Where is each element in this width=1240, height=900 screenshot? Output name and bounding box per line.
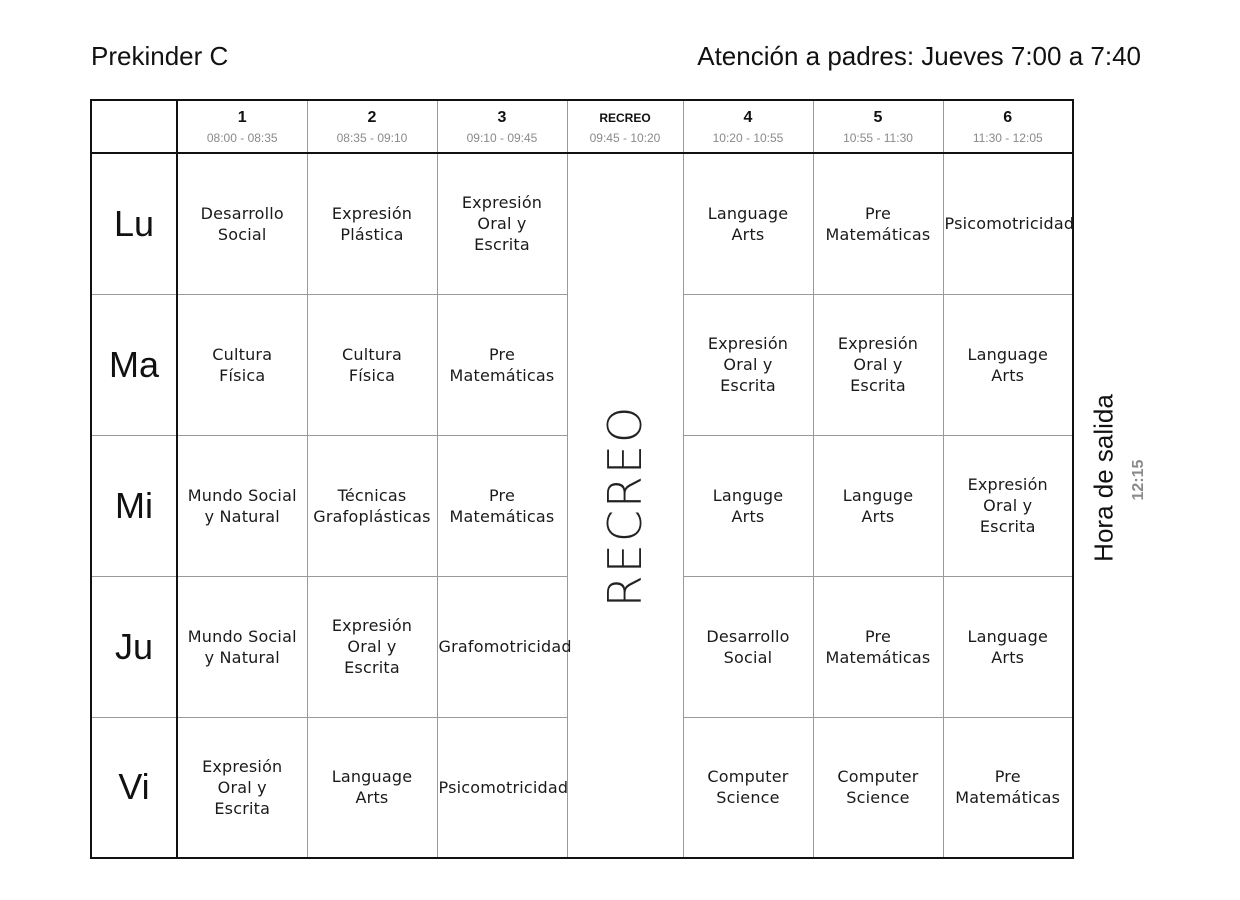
period-time: 09:10 - 09:45 <box>466 131 538 145</box>
class-cell <box>813 294 943 435</box>
class-cell <box>813 717 943 858</box>
class-name: Language Arts <box>707 203 789 244</box>
period-number: 6 <box>1003 109 1013 126</box>
class-cell <box>943 153 1073 294</box>
class-cell <box>813 576 943 717</box>
period-time: 10:55 - 11:30 <box>843 131 913 145</box>
schedule-table <box>90 99 1074 859</box>
period-header-4 <box>683 100 813 153</box>
class-name: Psicomotricidad <box>438 777 569 797</box>
period-number: 4 <box>743 109 753 126</box>
period-number: 2 <box>367 109 377 126</box>
period-number: 1 <box>237 109 247 126</box>
class-name: Pre Matemáticas <box>825 626 931 667</box>
class-name: Cultura Física <box>212 344 273 385</box>
period-header-recreo <box>567 100 683 153</box>
period-number: 5 <box>873 109 883 126</box>
class-name: Cultura Física <box>342 344 402 385</box>
class-name: Computer Science <box>707 767 789 808</box>
class-name: Pre Matemáticas <box>449 485 555 526</box>
class-name: Mundo Social y Natural <box>187 626 297 667</box>
corner-cell <box>91 100 177 153</box>
class-cell <box>813 435 943 576</box>
day-label: Ju <box>91 576 177 717</box>
class-name: Pre Matemáticas <box>955 767 1061 808</box>
period-header-6 <box>943 100 1073 153</box>
day-row-lu <box>91 153 1073 294</box>
recreo-label: RECREO <box>598 404 652 607</box>
day-label: Mi <box>91 435 177 576</box>
class-name: Expresión Plástica <box>331 203 413 244</box>
period-time: 08:35 - 09:10 <box>336 131 408 145</box>
period-number: 3 <box>497 109 507 126</box>
class-cell <box>437 153 567 294</box>
class-name: Expresión Oral y Escrita <box>967 475 1048 536</box>
class-cell <box>307 717 437 858</box>
class-cell <box>177 435 307 576</box>
class-name: Pre Matemáticas <box>825 203 931 244</box>
class-name: Mundo Social y Natural <box>187 485 297 526</box>
class-cell <box>307 294 437 435</box>
class-cell <box>437 294 567 435</box>
class-name: Languge Arts <box>712 485 784 526</box>
class-cell <box>437 576 572 717</box>
recreo-column <box>567 153 683 858</box>
class-name: Psicomotricidad <box>944 214 1075 234</box>
class-cell <box>683 576 813 717</box>
exit-time-label: Hora de salida <box>1088 394 1119 562</box>
class-cell <box>943 294 1073 435</box>
period-header-row <box>91 100 1073 153</box>
day-label: Lu <box>91 153 177 294</box>
class-name: Expresión Oral y Escrita <box>461 193 543 255</box>
class-name: Language Arts <box>967 626 1049 667</box>
class-name: Expresión Oral y Escrita <box>331 616 413 677</box>
class-cell <box>307 435 437 576</box>
class-cell <box>683 294 813 435</box>
class-cell <box>307 153 437 294</box>
class-cell <box>683 717 813 858</box>
class-name: Computer Science <box>837 767 919 808</box>
class-cell <box>683 153 813 294</box>
class-name: Pre Matemáticas <box>449 344 555 385</box>
day-label: Ma <box>91 294 177 435</box>
class-name: Expresión Oral y Escrita <box>837 334 919 395</box>
class-name: Desarrollo Social <box>200 203 284 244</box>
class-cell <box>813 153 943 294</box>
period-header-2 <box>307 100 437 153</box>
class-name: Técnicas Grafoplásticas <box>313 485 431 526</box>
class-name: Desarrollo Social <box>706 626 790 667</box>
class-name: Expresión Oral y Escrita <box>202 756 283 818</box>
class-name: Grafomotricidad <box>438 637 572 656</box>
exit-time-value: 12:15 <box>1130 459 1147 501</box>
class-name: Languge Arts <box>842 485 914 526</box>
class-cell <box>943 576 1073 717</box>
class-cell <box>943 717 1073 858</box>
class-name: Expresión Oral y Escrita <box>707 334 789 395</box>
class-cell <box>307 576 437 717</box>
class-cell <box>683 435 813 576</box>
class-cell <box>177 294 307 435</box>
period-header-3 <box>437 100 567 153</box>
period-header-1 <box>177 100 307 153</box>
period-number: RECREO <box>599 111 651 125</box>
class-cell <box>177 576 307 717</box>
period-time: 11:30 - 12:05 <box>972 131 1043 145</box>
class-title: Prekinder C <box>91 41 229 71</box>
class-cell <box>177 717 307 858</box>
class-name: Language Arts <box>967 344 1049 385</box>
period-time: 10:20 - 10:55 <box>712 131 784 145</box>
class-cell <box>437 435 567 576</box>
parent-meeting-note: Atención a padres: Jueves 7:00 a 7:40 <box>697 41 1141 71</box>
day-label: Vi <box>91 717 177 858</box>
class-cell <box>177 153 307 294</box>
period-header-5 <box>813 100 943 153</box>
class-cell <box>943 435 1073 576</box>
period-time: 09:45 - 10:20 <box>589 131 661 145</box>
class-cell <box>437 717 567 858</box>
class-name: Language Arts <box>331 767 413 808</box>
period-time: 08:00 - 08:35 <box>206 131 278 145</box>
